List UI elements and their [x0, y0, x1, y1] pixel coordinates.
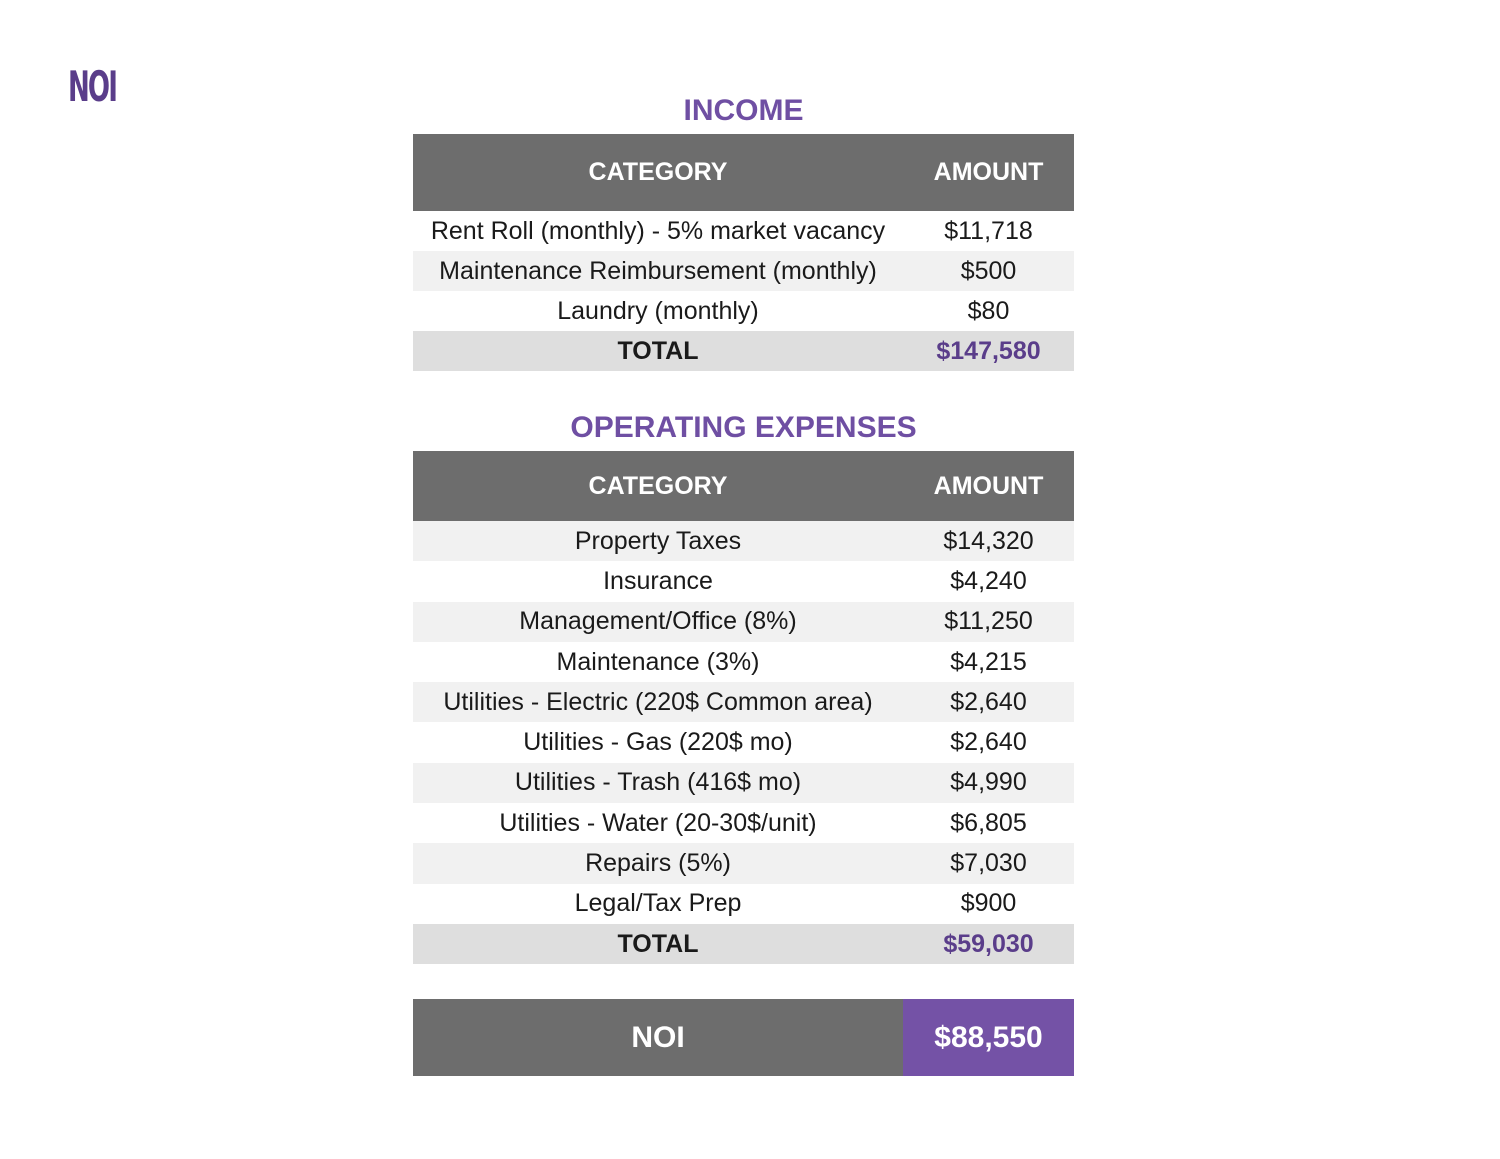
expenses-table: [413, 451, 1074, 964]
income-table: [413, 134, 1074, 371]
expense-amount-cell: $2,640: [903, 722, 1074, 762]
expense-category-cell: Property Taxes: [413, 521, 903, 561]
income-total-row: [413, 331, 1074, 371]
expense-category-cell: Utilities - Gas (220$ mo): [413, 722, 903, 762]
income-title: INCOME: [683, 94, 804, 127]
table-row: [413, 722, 1074, 762]
expense-category-cell: Utilities - Trash (416$ mo): [413, 763, 903, 803]
expenses-total-label: TOTAL: [413, 924, 903, 964]
expenses-header-row: [413, 451, 1074, 521]
table-row: [413, 291, 1074, 331]
income-amount-cell: $11,718: [903, 211, 1074, 251]
expenses-total-amount: $59,030: [903, 924, 1074, 964]
table-row: [413, 763, 1074, 803]
expenses-total-row: [413, 924, 1074, 964]
table-row: [413, 561, 1074, 601]
expenses-category-header: CATEGORY: [413, 451, 903, 521]
income-amount-header: AMOUNT: [903, 134, 1074, 211]
expense-category-cell: Repairs (5%): [413, 843, 903, 883]
table-row: [413, 682, 1074, 722]
table-row: [413, 843, 1074, 883]
expense-category-cell: Utilities - Electric (220$ Common area): [413, 682, 903, 722]
table-row: [413, 521, 1074, 561]
noi-amount: $88,550: [903, 999, 1074, 1076]
expense-category-cell: Management/Office (8%): [413, 602, 903, 642]
expense-amount-cell: $6,805: [903, 803, 1074, 843]
expense-category-cell: Utilities - Water (20-30$/unit): [413, 803, 903, 843]
income-category-header: CATEGORY: [413, 134, 903, 211]
income-total-label: TOTAL: [413, 331, 903, 371]
table-row: [413, 211, 1074, 251]
expense-amount-cell: $11,250: [903, 602, 1074, 642]
income-category-cell: Laundry (monthly): [413, 291, 903, 331]
expenses-title: OPERATING EXPENSES: [570, 411, 917, 444]
expense-amount-cell: $900: [903, 884, 1074, 924]
noi-summary-bar: [413, 999, 1074, 1076]
expense-amount-cell: $4,215: [903, 642, 1074, 682]
expense-amount-cell: $4,990: [903, 763, 1074, 803]
expense-category-cell: Legal/Tax Prep: [413, 884, 903, 924]
table-row: [413, 602, 1074, 642]
expense-category-cell: Maintenance (3%): [413, 642, 903, 682]
expense-category-cell: Insurance: [413, 561, 903, 601]
expense-amount-cell: $14,320: [903, 521, 1074, 561]
income-amount-cell: $80: [903, 291, 1074, 331]
expenses-amount-header: AMOUNT: [903, 451, 1074, 521]
expense-amount-cell: $2,640: [903, 682, 1074, 722]
income-total-amount: $147,580: [903, 331, 1074, 371]
noi-label: NOI: [413, 999, 903, 1076]
expense-amount-cell: $7,030: [903, 843, 1074, 883]
table-row: [413, 884, 1074, 924]
page-label: NOI: [68, 62, 117, 111]
income-header-row: [413, 134, 1074, 211]
table-row: [413, 803, 1074, 843]
income-category-cell: Rent Roll (monthly) - 5% market vacancy: [413, 211, 903, 251]
income-category-cell: Maintenance Reimbursement (monthly): [413, 251, 903, 291]
expense-amount-cell: $4,240: [903, 561, 1074, 601]
table-row: [413, 251, 1074, 291]
table-row: [413, 642, 1074, 682]
income-amount-cell: $500: [903, 251, 1074, 291]
